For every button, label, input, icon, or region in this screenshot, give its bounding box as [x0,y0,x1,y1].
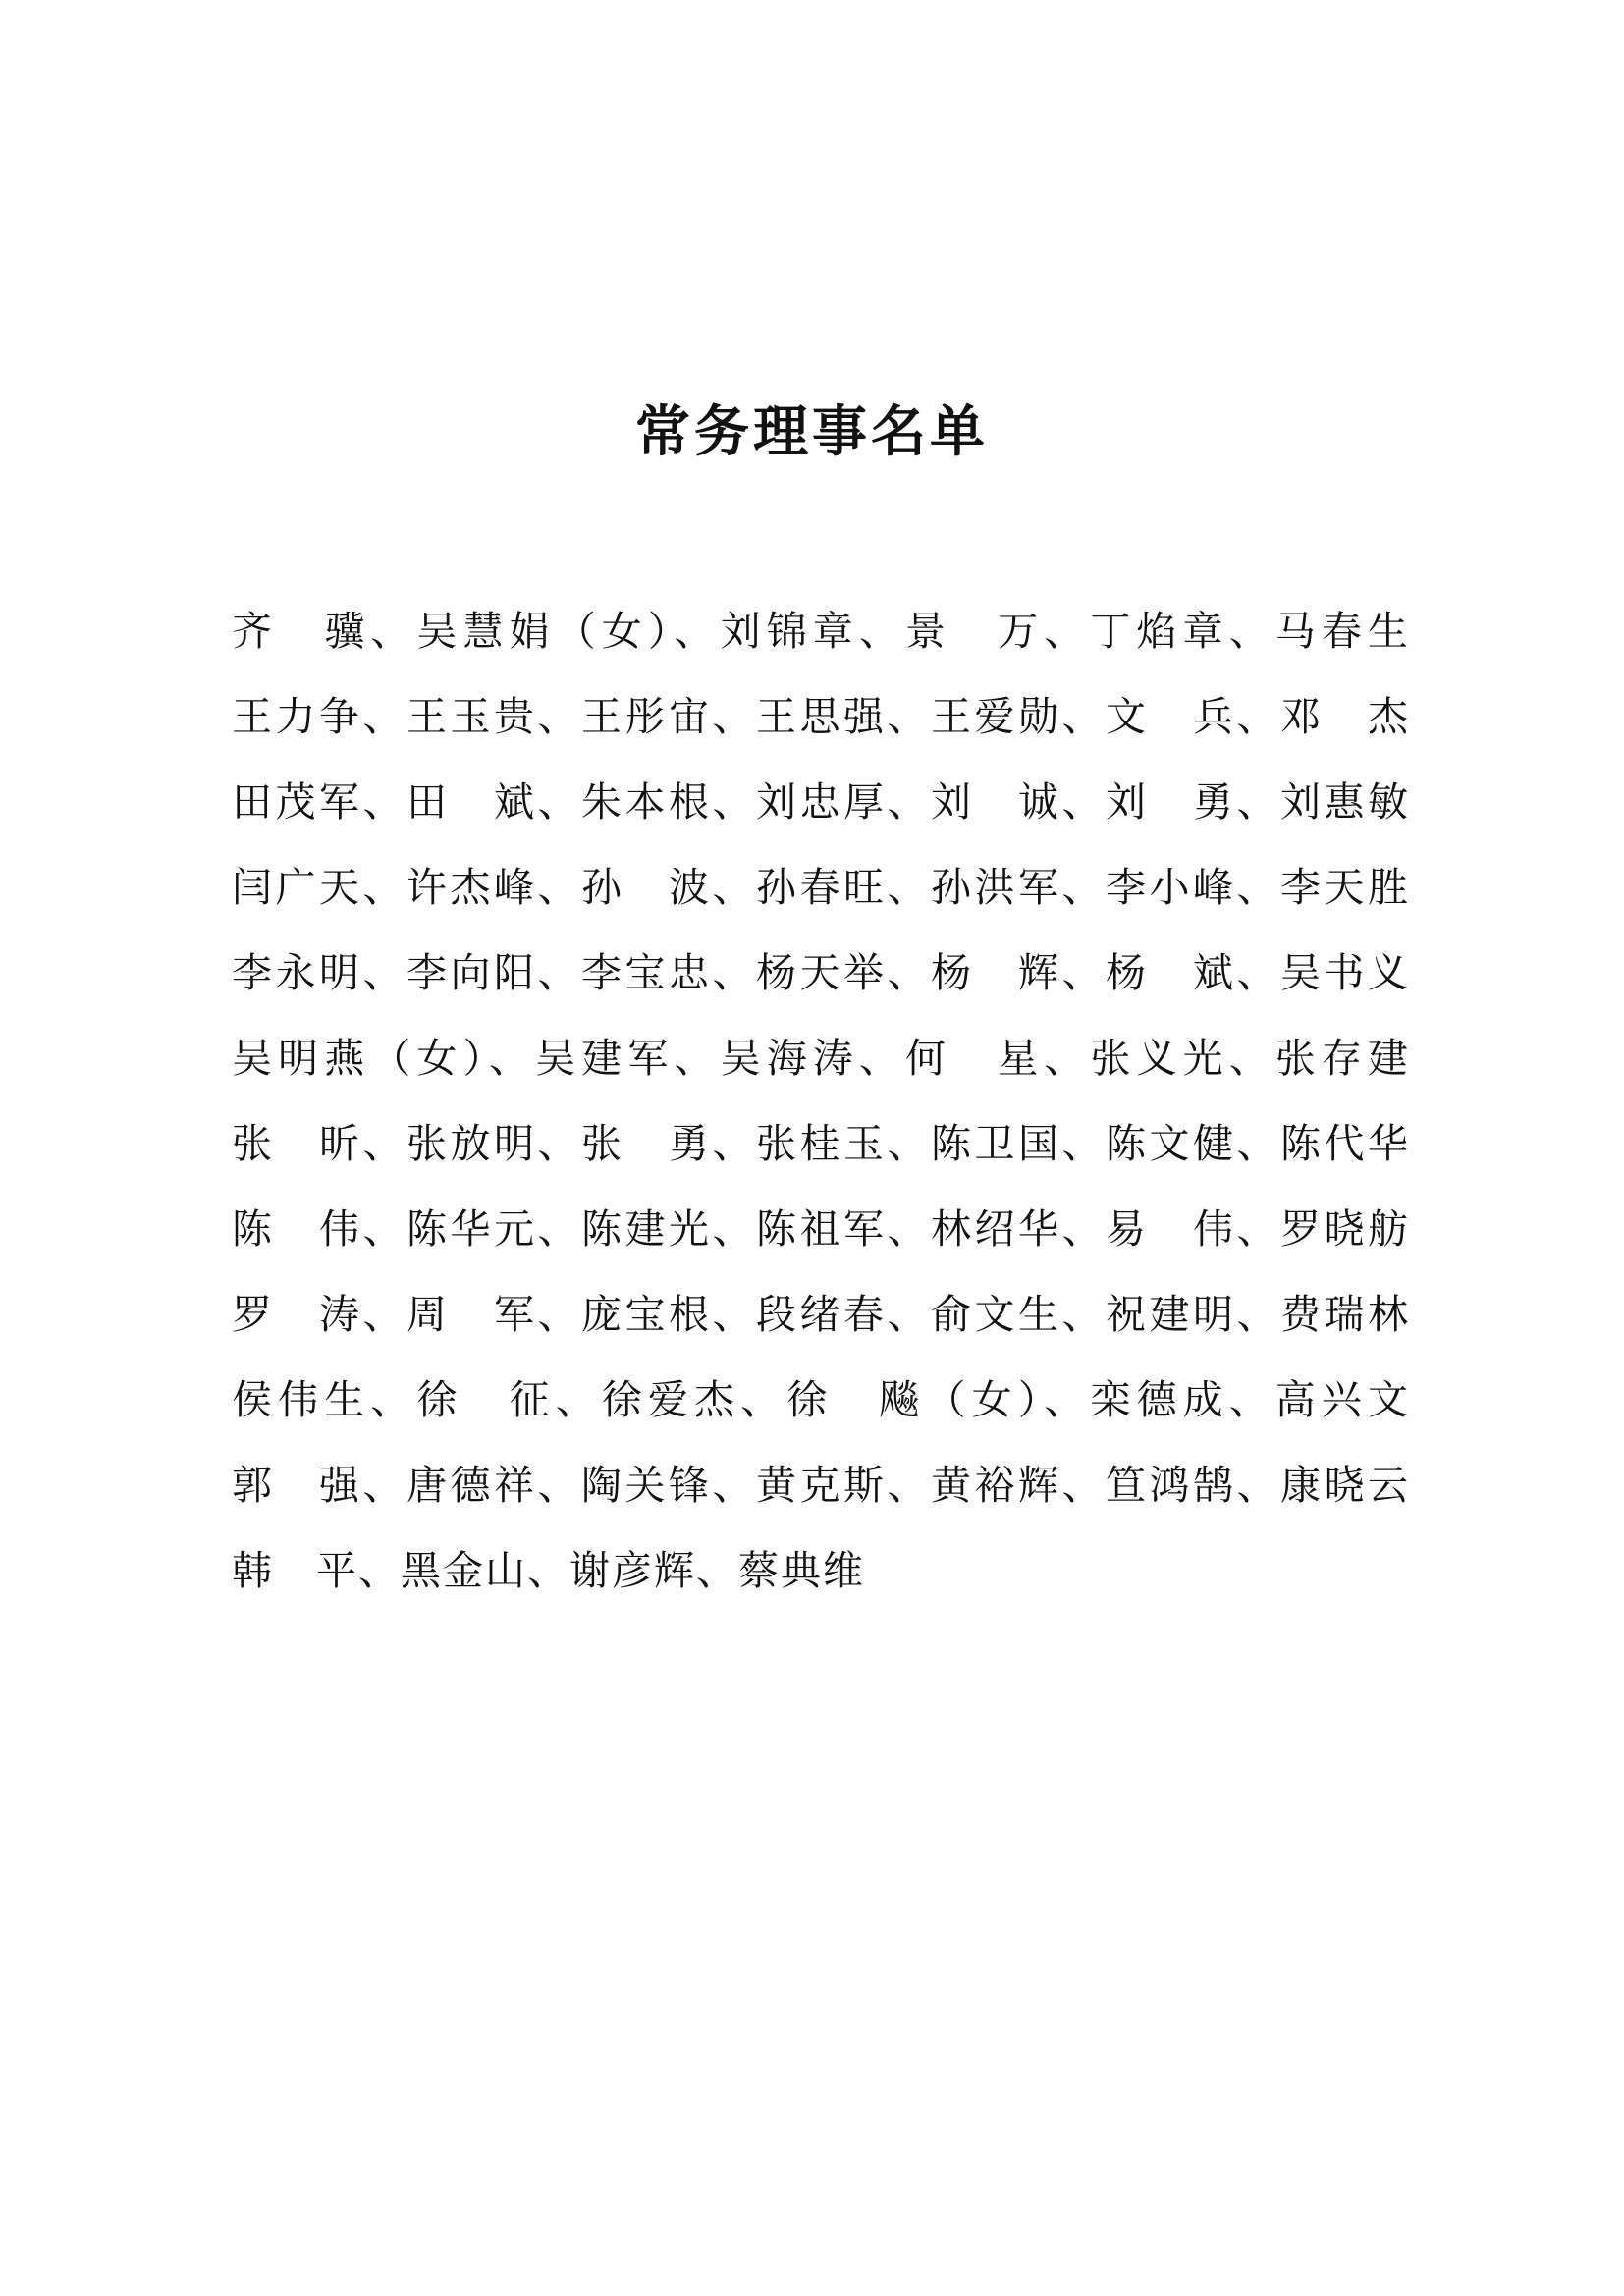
name-line: 齐 骥、吴慧娟（女）、刘锦章、景 万、丁焰章、马春生 [232,608,1410,655]
name-line: 闫广天、许杰峰、孙 波、孙春旺、孙洪军、李小峰、李天胜 [232,864,1410,911]
name-line: 侯伟生、徐 征、徐爱杰、徐 飚（女）、栾德成、高兴文 [232,1376,1410,1423]
name-line: 田茂军、田 斌、朱本根、刘忠厚、刘 诚、刘 勇、刘惠敏 [232,778,1410,826]
name-line: 陈 伟、陈华元、陈建光、陈祖军、林绍华、易 伟、罗晓舫 [232,1205,1410,1253]
page-title: 常务理事名单 [635,400,989,464]
name-line: 吴明燕（女）、吴建军、吴海涛、何 星、张义光、张存建 [232,1035,1410,1082]
name-line: 李永明、李向阳、李宝忠、杨天举、杨 辉、杨 斌、吴书义 [232,949,1410,996]
name-line: 郭 强、唐德祥、陶关锋、黄克斯、黄裕辉、笪鸿鹄、康晓云 [232,1462,1410,1509]
name-line: 罗 涛、周 军、庞宝根、段绪春、俞文生、祝建明、费瑞林 [232,1291,1410,1338]
name-list [232,589,1410,1614]
name-line: 张 昕、张放明、张 勇、张桂玉、陈卫国、陈文健、陈代华 [232,1120,1410,1167]
name-line: 韩 平、黑金山、谢彦辉、蔡典维 [232,1547,865,1594]
name-line: 王力争、王玉贵、王彤宙、王思强、王爱勋、文 兵、邓 杰 [232,693,1410,740]
